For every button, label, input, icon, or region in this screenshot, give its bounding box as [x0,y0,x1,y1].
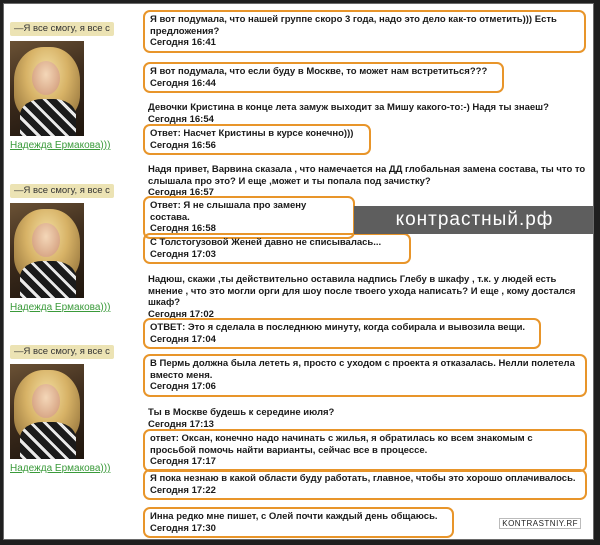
message-time: Сегодня 16:41 [150,37,216,48]
message-text: Я вот подумала, что если буду в Москве, то может нам встретиться??? [150,66,488,77]
message-text: Я пока незнаю в какой области буду работать, главное, чтобы это хорошо оплачивалось. [150,473,576,484]
message-item [143,405,583,432]
message-item [143,62,504,93]
profile-status: —Я все смогу, я все с [10,22,114,36]
message-item [143,272,591,322]
message-text: Я вот подумала, что нашей группе скоро 3 года, надо это дело как-то отметить))) Есть предложения? [150,14,557,37]
profile-name-link[interactable]: Надежда Ермакова))) [10,302,111,313]
message-text: Девочки Кристина в конце лета замуж выходит за Мишу какого-то:-) Надя ты знаеш? [148,102,549,113]
message-text: ответ: Оксан, конечно надо начинать с жилья, я обратилась ко всем знакомым с просьбой помочь найти варианты, сейчас все в процессе. [150,433,533,456]
message-text: В Пермь должна была лететь я, просто с уходом с проекта я отказалась. Нелли полетела вместо меня. [150,358,575,381]
profile-status: —Я все смогу, я все с [10,184,114,198]
site-watermark: KONTRASTNIY.RF [499,518,581,529]
profile-block [10,18,125,151]
message-time: Сегодня 17:02 [148,308,214,320]
message-time: Сегодня 17:06 [150,381,216,392]
message-text: Ответ: Насчет Кристины в курсе конечно))) [150,128,354,139]
message-item [143,429,587,472]
message-time: Сегодня 16:57 [148,187,214,198]
message-text: Инна редко мне пишет, с Олей почти каждый день общаюсь. [150,511,438,522]
message-time: Сегодня 17:03 [150,248,216,260]
message-time: Сегодня 17:04 [150,333,216,345]
message-text: Надюш, скажи ,ты действительно оставила надпись Глебу в шкафу , т.к. у людей есть мнение , что это могли орги для шоу после твоего ухода написать? И еще , кому достался шкаф? [148,274,576,308]
message-item [143,318,541,349]
profile-status: —Я все смогу, я все с [10,345,114,359]
message-item [143,354,587,397]
screenshot-frame [3,3,594,540]
message-item [143,124,371,155]
profile-name-link[interactable]: Надежда Ермакова))) [10,463,111,474]
message-text: Надя привет, Варвина сказала , что намечается на ДД глобальная замена состава, ты что то слышала про это? И еще ,может и ты попала под зачистку? [148,164,586,187]
message-time: Сегодня 16:54 [148,113,214,125]
message-item [143,100,583,127]
message-item [143,507,454,538]
message-text: ОТВЕТ: Это я сделала в последнюю минуту, когда собирала и вывозила вещи. [150,322,526,333]
message-text: С Толстогузовой Женей давно не списывалась... [150,237,382,248]
message-time: Сегодня 16:58 [150,223,216,234]
message-time: Сегодня 16:56 [150,139,216,151]
message-text: Ты в Москве будешь к середине июля? [148,407,335,418]
message-item [143,162,591,201]
message-time: Сегодня 17:22 [150,484,216,496]
profile-name-link[interactable]: Надежда Ермакова))) [10,140,111,151]
message-time: Сегодня 17:30 [150,522,216,534]
avatar[interactable] [10,364,84,459]
avatar[interactable] [10,41,84,136]
message-item [143,10,586,53]
watermark-banner: контрастный.рф [354,206,594,234]
message-time: Сегодня 17:17 [150,456,216,467]
message-time: Сегодня 17:13 [148,418,214,430]
message-item [143,469,587,500]
message-time: Сегодня 16:44 [150,77,216,89]
profile-block [10,341,125,474]
message-text: Ответ: Я не слышала про замену состава. [150,200,307,223]
profile-block [10,180,125,313]
message-item [143,233,411,264]
avatar[interactable] [10,203,84,298]
